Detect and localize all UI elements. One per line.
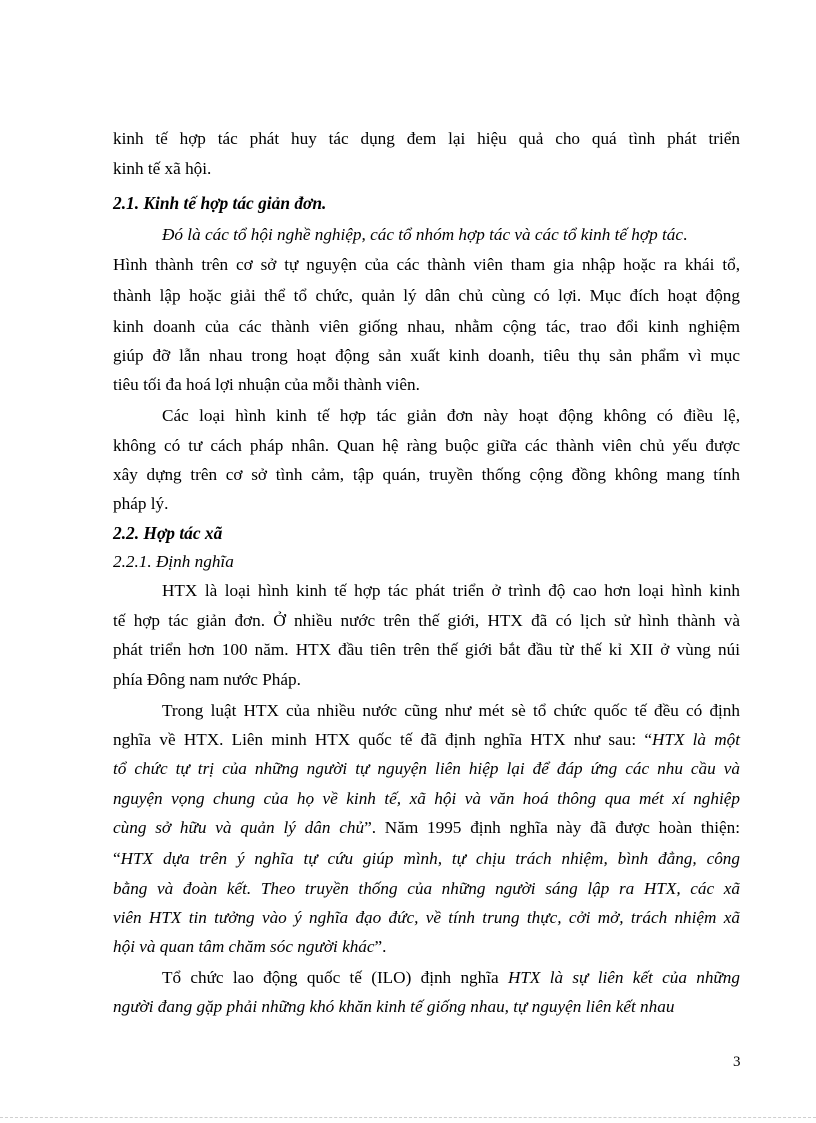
text-span: Tổ chức lao động quốc tế (ILO) định nghĩa bbox=[162, 968, 508, 987]
text-span: ”. bbox=[374, 937, 387, 956]
text-line: không có tư cách pháp nhân. Quan hệ ràng buộc giữa các thành viên chủ yếu được bbox=[113, 436, 740, 455]
text-line bbox=[162, 968, 740, 988]
text-line: giúp đỡ lẫn nhau trong hoạt động sản xuất kinh doanh, tiêu thụ sản phẩm vì mục bbox=[113, 346, 740, 365]
text-line: tiêu tối đa hoá lợi nhuận của mỗi thành viên. bbox=[113, 375, 420, 394]
subsection-heading-2-2-1: 2.2.1. Định nghĩa bbox=[113, 552, 234, 571]
text-span: . bbox=[682, 225, 688, 244]
text-line: Trong luật HTX của nhiều nước cũng như mét sè tổ chức quốc tế đều có định bbox=[162, 701, 740, 720]
section-heading-2-1: 2.1. Kinh tế hợp tác giản đơn. bbox=[113, 193, 327, 213]
text-line: phía Đông nam nước Pháp. bbox=[113, 670, 301, 689]
text-line: xây dựng trên cơ sở tình cảm, tập quán, truyền thống cộng đồng không mang tính bbox=[113, 465, 740, 484]
text-span: ”. Năm 1995 định nghĩa này đã được hoàn thiện: bbox=[364, 818, 740, 837]
italic-text: Đó là các tổ hội nghề nghiệp, các tổ nhóm hợp tác và các tổ kinh tế hợp tác bbox=[162, 225, 683, 244]
italic-text: cùng sở hữu và quản lý dân chủ bbox=[113, 818, 365, 837]
text-line bbox=[113, 937, 740, 957]
text-line: người đang gặp phải những khó khăn kinh tế giống nhau, tự nguyện liên kết nhau bbox=[113, 997, 675, 1016]
text-line: kinh doanh của các thành viên giống nhau, nhằm cộng tác, trao đổi kinh nghiệm bbox=[113, 317, 740, 336]
text-line: tổ chức tự trị của những người tự nguyện liên hiệp lại để đáp ứng các nhu cầu và bbox=[113, 759, 740, 778]
text-line bbox=[162, 225, 740, 245]
text-line bbox=[113, 818, 740, 838]
text-line: Hình thành trên cơ sở tự nguyện của các thành viên tham gia nhập hoặc ra khái tổ, bbox=[113, 255, 740, 274]
text-span: “ bbox=[113, 849, 121, 868]
italic-text: HTX là một bbox=[651, 730, 740, 749]
page-number: 3 bbox=[733, 1054, 741, 1070]
italic-text: HTX là sự liên kết của những bbox=[507, 968, 740, 987]
italic-text: hội và quan tâm chăm sóc người khác bbox=[113, 937, 375, 956]
text-line bbox=[113, 730, 740, 750]
text-line: kinh tế xã hội. bbox=[113, 159, 212, 178]
text-span: nghĩa về HTX. Liên minh HTX quốc tế đã định nghĩa HTX như sau: “ bbox=[113, 730, 652, 749]
page-bottom-rule bbox=[0, 1117, 816, 1118]
text-line: nguyện vọng chung của họ về kinh tế, xã hội và văn hoá thông qua mét xí nghiệp bbox=[113, 789, 740, 808]
italic-text: HTX dựa trên ý nghĩa tự cứu giúp mình, tự chịu trách nhiệm, bình đẳng, công bbox=[120, 849, 740, 868]
text-line: pháp lý. bbox=[113, 494, 169, 513]
text-line: HTX là loại hình kinh tế hợp tác phát triển ở trình độ cao hơn loại hình kinh bbox=[162, 581, 740, 600]
text-line: viên HTX tin tưởng vào ý nghĩa đạo đức, về tính trung thực, cởi mở, trách nhiệm xã bbox=[113, 908, 740, 927]
text-line: tế hợp tác giản đơn. Ở nhiều nước trên thế giới, HTX đã có lịch sử hình thành và bbox=[113, 611, 740, 630]
text-line: Các loại hình kinh tế hợp tác giản đơn này hoạt động không có điều lệ, bbox=[162, 406, 740, 425]
section-heading-2-2: 2.2. Hợp tác xã bbox=[113, 523, 223, 543]
text-line: phát triển hơn 100 năm. HTX đầu tiên trên thế giới bắt đầu từ thế kỉ XII ở vùng núi bbox=[113, 640, 740, 659]
text-line: bằng và đoàn kết. Theo truyền thống của những người sáng lập ra HTX, các xã bbox=[113, 879, 740, 898]
text-line: kinh tế hợp tác phát huy tác dụng đem lại hiệu quả cho quá tình phát triển bbox=[113, 129, 740, 148]
text-line bbox=[113, 849, 740, 869]
text-line: thành lập hoặc giải thể tổ chức, quản lý dân chủ cùng có lợi. Mục đích hoạt động bbox=[113, 286, 740, 305]
